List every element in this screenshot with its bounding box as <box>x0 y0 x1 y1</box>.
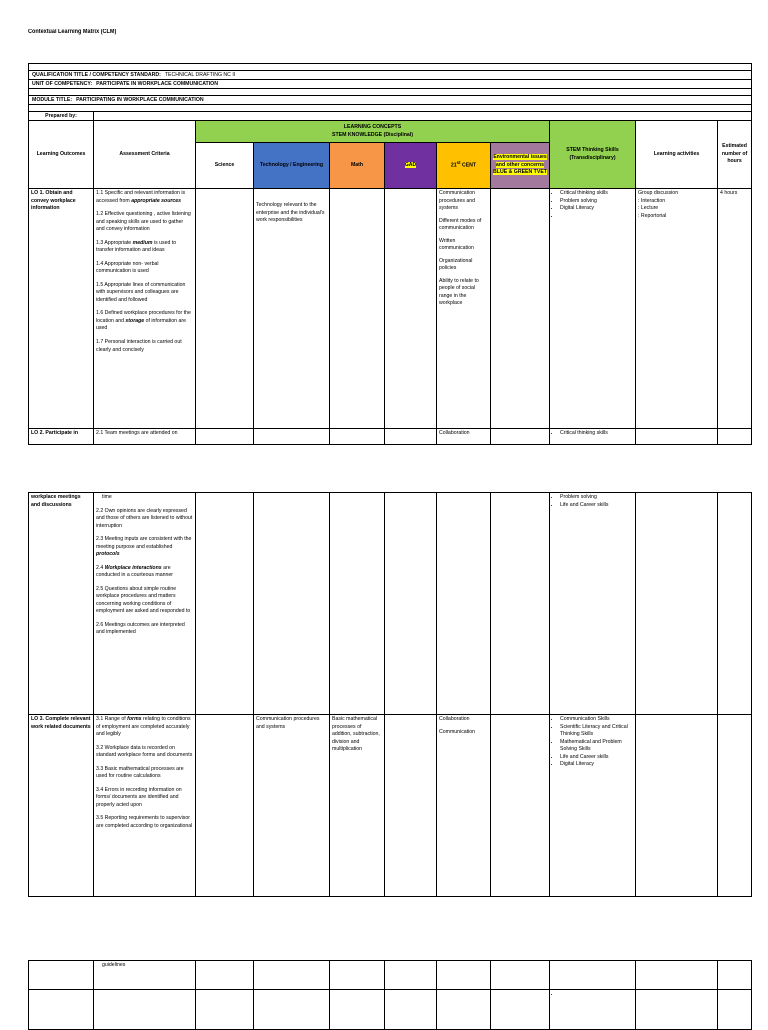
criterion: 1.3 Appropriate medium is used to transfer information and ideas <box>96 239 177 254</box>
qualification-row <box>29 71 752 80</box>
lo3-outcome: LO 3. Complete relevant work related documents <box>29 715 94 897</box>
list-item: • Mathematical and Problem Solving Skills <box>560 739 633 754</box>
lo3-math: Basic mathematical processes of addition, subtraction, division and multiplication <box>330 715 385 897</box>
env-label: Environmental issues and other concerns BLUE & GREEN TVET <box>493 154 547 176</box>
lo2-21st-cent: Collaboration <box>437 429 491 445</box>
criterion: 2.3 Meeting inputs are consistent with the meeting purpose and established protocols <box>96 536 192 558</box>
lo1-criteria <box>94 189 196 429</box>
criterion: 3.3 Basic mathematical processes are used for routine calculations <box>96 765 184 780</box>
list-item <box>560 213 633 221</box>
clm-table-page-3 <box>28 960 752 1030</box>
blank-row <box>29 64 752 71</box>
criterion: 3.5 Reporting requirements to supervisor are completed according to organizational <box>96 815 193 829</box>
table-row <box>29 493 752 715</box>
unit-value: PARTICIPATE IN WORKPLACE COMMUNICATION <box>96 81 218 87</box>
list-item: • Communication Skills <box>560 716 633 724</box>
lo3-criterion-cont: guidelines <box>94 961 196 990</box>
lo1-hours: 4 hours <box>718 189 752 429</box>
criterion: 1.6 Defined workplace procedures for the location and storage of information are used <box>96 310 191 332</box>
criterion: 2.4 Workplace interactions are conducted in a courteous manner <box>96 564 173 579</box>
clm-table-page-1 <box>28 63 752 445</box>
criterion: 2.6 Meetings outcomes are interpreted and implemented <box>96 621 185 636</box>
criterion: 1.5 Appropriate lines of communication with supervisors and colleagues are identified and followed <box>96 281 186 303</box>
list-item: • Life and Career skills <box>560 502 633 510</box>
table-row <box>29 961 752 990</box>
unit-label: UNIT OF COMPETENCY: <box>32 81 93 87</box>
lo1-outcome: LO 1. Obtain and convey workplace information <box>29 189 94 429</box>
lo1-21st-cent: Communication procedures and systems Different modes of communication Written communication Organizational policies Ability to relate to people of social range in the workplace <box>437 189 491 429</box>
qualification-value: TECHNICAL DRAFTING NC II <box>164 72 236 78</box>
blank-row <box>29 105 752 112</box>
learning-concepts-label: LEARNING CONCEPTS <box>343 123 402 130</box>
col-science: Science <box>196 143 254 189</box>
list-item: • Digital Literacy <box>560 761 633 769</box>
col-21st-cent: 21st CENT <box>437 143 491 189</box>
criterion: time <box>102 494 112 500</box>
table-row <box>29 429 752 445</box>
lo1-activities: Group discussion : Interaction : Lecture : Reportorial <box>636 189 718 429</box>
table-row <box>29 189 752 429</box>
lo1-stem-thinking <box>550 189 636 429</box>
lo2-stem-thinking <box>550 429 636 445</box>
criterion: 3.1 Range of forms relating to conditions of employment are completed accurately and legibly <box>96 716 191 738</box>
criterion: 1.2 Effective questioning , active listening and speaking skills are used to gather and convey information <box>96 211 191 233</box>
module-label: MODULE TITLE: <box>32 97 73 103</box>
table-row <box>29 715 752 897</box>
criterion: 3.2 Workplace data is recorded on standard workplace forms and documents <box>96 744 193 759</box>
lo3-criteria <box>94 715 196 897</box>
col-stem-thinking: STEM Thinking Skills (Transdisciplinary) <box>550 121 636 189</box>
lo1-math <box>330 189 385 429</box>
lo2-stem-thinking-cont <box>550 493 636 715</box>
col-estimated-hours: Estimated number of hours <box>718 121 752 189</box>
lo1-technology: Technology relevant to the enterprise and the individual's work responsibilities <box>254 189 330 429</box>
col-environmental <box>491 143 550 189</box>
gad-label: GAD <box>404 161 417 168</box>
lo3-21st-cent: Collaboration Communication <box>437 715 491 897</box>
lo3-technology: Communication procedures and systems <box>254 715 330 897</box>
document-title: Contextual Learning Matrix (CLM) <box>28 29 117 35</box>
col-learning-concepts <box>196 121 550 143</box>
module-value: PARTICIPATING IN WORKPLACE COMMUNICATION <box>76 97 204 103</box>
criterion: 3.4 Errors in recording information on forms/ documents are identified and properly acted upon <box>96 786 182 808</box>
col-learning-outcomes: Learning Outcomes <box>29 121 94 189</box>
lo2-outcome-cont: workplace meetings and discussions <box>29 493 94 715</box>
lo2-criterion-start: 2.1 Team meetings are attended on <box>94 429 196 445</box>
unit-row <box>29 80 752 89</box>
criterion: 1.7 Personal interaction is carried out clearly and concisely <box>96 338 182 353</box>
list-item: • Problem solving <box>560 494 633 502</box>
criterion: 1.1 Specific and relevant information is accessed from appropriate sources <box>96 190 186 204</box>
prepared-by-label: Prepared by: <box>29 112 94 121</box>
col-assessment-criteria: Assessment Criteria <box>94 121 196 189</box>
col-gad <box>385 143 437 189</box>
lo2-criteria <box>94 493 196 715</box>
criterion: 2.2 Own opinions are clearly expressed and those of others are listened to without interruption <box>96 507 193 529</box>
criterion: 2.5 Questions about simple routine workplace procedures and matters concerning working conditions of employment are asked and responded to <box>96 585 191 615</box>
list-item: • Critical thinking skills <box>560 430 633 438</box>
lo2-outcome-start: LO 2. Participate in <box>29 429 94 445</box>
lo1-gad <box>385 189 437 429</box>
list-item <box>560 991 633 999</box>
lo1-environmental <box>491 189 550 429</box>
clm-table-page-2 <box>28 492 752 897</box>
qualification-label: QUALIFICATION TITLE / COMPETENCY STANDARD: <box>32 72 161 78</box>
blank-row <box>29 89 752 96</box>
col-learning-activities: Learning activities <box>636 121 718 189</box>
col-math: Math <box>330 143 385 189</box>
lo1-science <box>196 189 254 429</box>
list-item: • Life and Career skills <box>560 754 633 762</box>
list-item: • Digital Literacy <box>560 205 633 213</box>
lo3-stem-thinking <box>550 715 636 897</box>
list-item: • Scientific Literacy and Critical Thinking Skills <box>560 724 633 739</box>
col-technology: Technology / Engineering <box>254 143 330 189</box>
list-item: • Problem solving <box>560 198 633 206</box>
list-item: • Critical thinking skills <box>560 190 633 198</box>
criterion: 1.4 Appropriate non- verbal communication is used <box>96 260 159 275</box>
prepared-by-value <box>94 112 752 121</box>
stem-knowledge-label: STEM KNOWLEDGE (Disciplinal) <box>332 131 413 138</box>
module-row <box>29 96 752 105</box>
